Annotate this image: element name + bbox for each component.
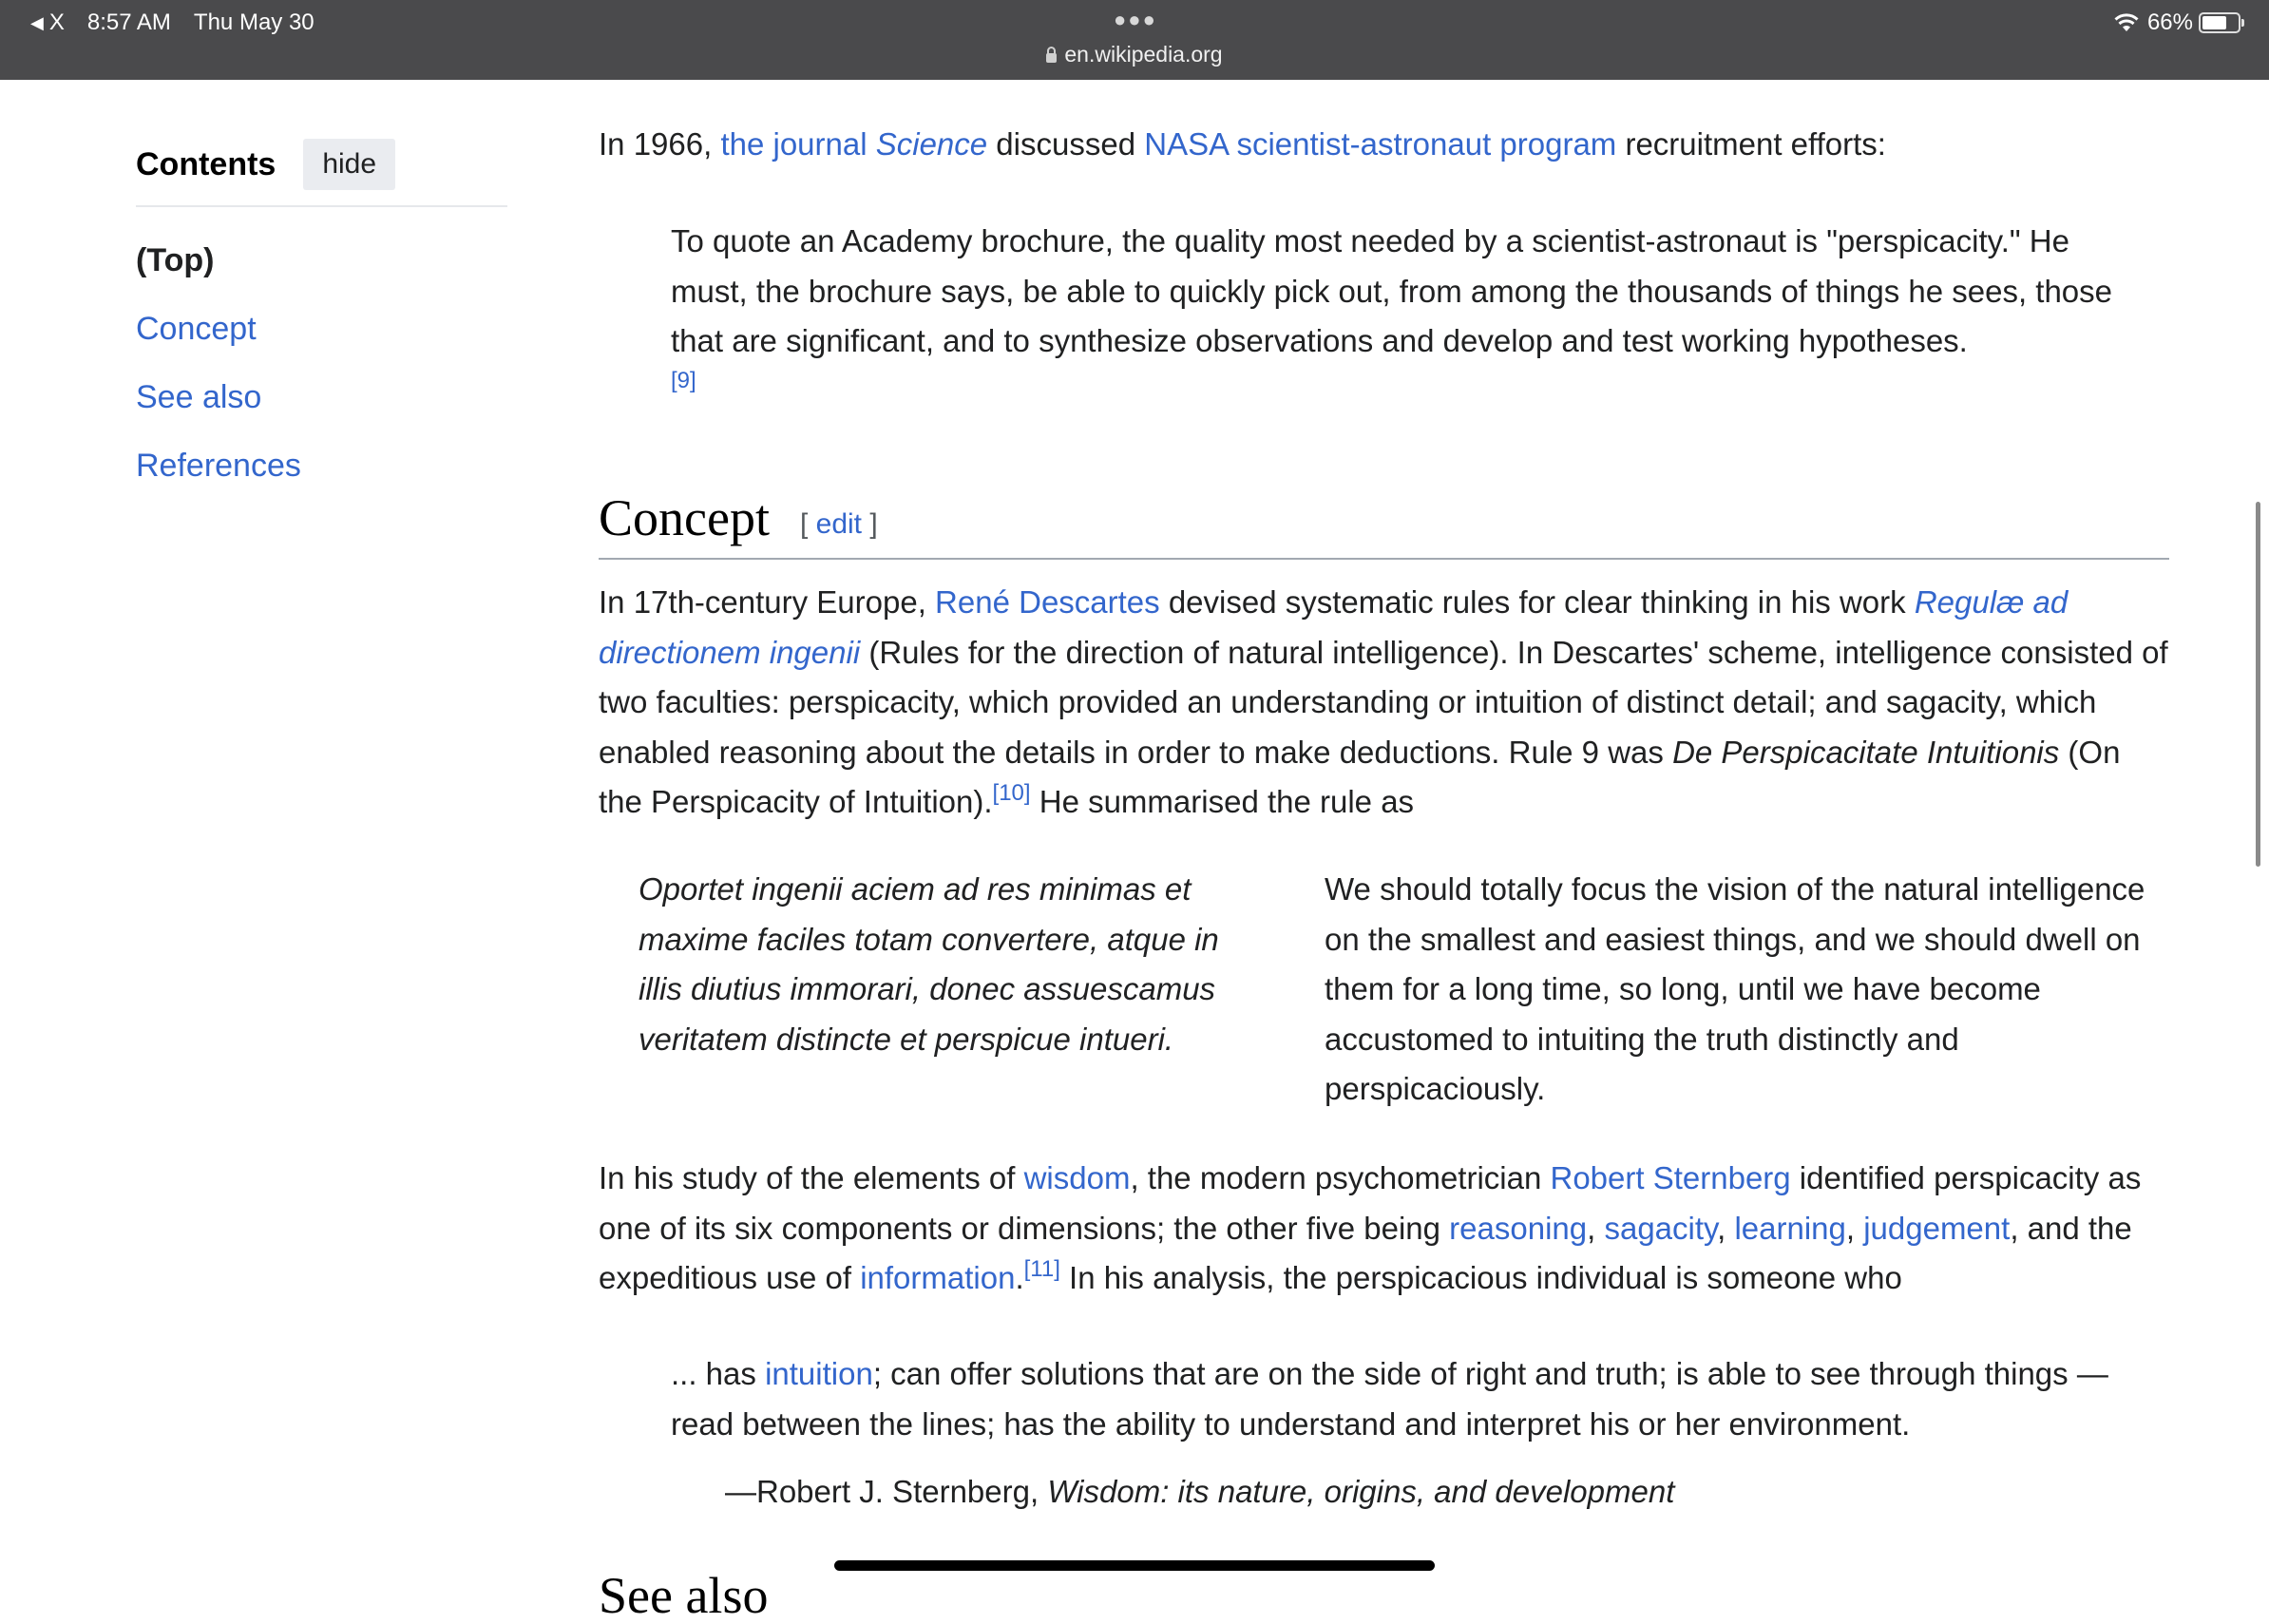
table-of-contents xyxy=(136,133,507,500)
link-judgement[interactable]: judgement xyxy=(1863,1210,2011,1246)
battery-percent: 66% xyxy=(2146,10,2193,35)
heading-title: Concept xyxy=(599,489,770,546)
blockquote-academy xyxy=(671,217,2134,395)
link-reasoning[interactable]: reasoning xyxy=(1449,1210,1588,1246)
status-bar xyxy=(0,0,2269,80)
citation-11[interactable]: [11] xyxy=(1023,1256,1060,1282)
paragraph-sternberg: In his study of the elements of wisdom, the modern psychometrician Robert Sternberg identified perspicacity as one of its six components or dimensions; the other five being reasoning, sagacity, learning, judgement, and the expeditious use of information.[11] In his analysis, the perspicacious individual is someone who xyxy=(599,1160,2142,1295)
multitasking-dots-icon[interactable]: ●●● xyxy=(1114,8,1157,31)
battery-icon xyxy=(2199,12,2240,33)
quote-attribution: —Robert J. Sternberg, Wisdom: its nature, origins, and development xyxy=(725,1474,1675,1509)
status-left xyxy=(30,10,315,36)
link-wisdom[interactable]: wisdom xyxy=(1023,1160,1131,1195)
citation-9[interactable]: [9] xyxy=(671,367,696,393)
url-text: en.wikipedia.org xyxy=(1064,42,1223,67)
edit-link[interactable]: edit xyxy=(815,508,863,540)
link-learning[interactable]: learning xyxy=(1734,1210,1846,1246)
latin-quote: Oportet ingenii aciem ad res minimas et maxime faciles totam convertere, atque in illis diutius immorari, donec assuescamus veritatem distincte et perspicue intueri. xyxy=(639,871,1219,1057)
citation-10[interactable]: [10] xyxy=(992,780,1031,806)
link-robert-sternberg[interactable]: Robert Sternberg xyxy=(1550,1160,1791,1195)
wifi-icon xyxy=(2113,12,2140,33)
home-indicator[interactable] xyxy=(834,1560,1435,1571)
clock-date: Thu May 30 xyxy=(193,10,315,35)
toc-header xyxy=(136,133,507,207)
toc-title: Contents xyxy=(136,145,276,182)
toc-hide-button[interactable]: hide xyxy=(303,139,395,190)
toc-item-top[interactable]: (Top) xyxy=(136,242,215,278)
quote-text: To quote an Academy brochure, the quality most needed by a scientist-astronaut is "perspicacity." He must, the brochure says, be able to quickly pick out, from among the thousands of things he sees, those that are significant, and to synthesize observations and develop and test working hypotheses. xyxy=(671,223,2113,358)
paragraph-1966: In 1966, the journal Science discussed NASA scientist-astronaut program recruitment efforts: xyxy=(599,126,1886,162)
status-right xyxy=(2113,10,2240,36)
address-bar[interactable] xyxy=(0,42,2269,67)
scrollbar[interactable] xyxy=(2256,502,2260,867)
blockquote-sternberg: ... has intuition; can offer solutions that are on the side of right and truth; is able to see through things —read between the lines; has the ability to understand and interpret his or her environment. xyxy=(671,1356,2108,1442)
link-journal-science[interactable]: the journal Science xyxy=(720,126,988,162)
lock-icon xyxy=(1046,53,1057,63)
cited-work-title: Wisdom: its nature, origins, and development xyxy=(1047,1474,1675,1509)
link-nasa-program[interactable]: NASA scientist-astronaut program xyxy=(1144,126,1617,162)
section-heading-see-also-partial: See also xyxy=(599,1567,769,1624)
link-intuition[interactable]: intuition xyxy=(765,1356,873,1391)
english-translation: We should totally focus the vision of the natural intelligence on the smallest and easiest things, and we should dwell on them for a long time, so long, until we have become accustomed to intuiting the truth distinctly and perspicaciously. xyxy=(1325,871,2145,1106)
link-information[interactable]: information xyxy=(860,1260,1016,1295)
toc-item-concept[interactable]: Concept xyxy=(136,311,257,347)
link-rene-descartes[interactable]: René Descartes xyxy=(935,584,1160,620)
toc-item-references[interactable]: References xyxy=(136,448,301,484)
toc-item-see-also[interactable]: See also xyxy=(136,379,262,415)
link-regulae[interactable]: Regulæ ad directionem ingenii xyxy=(599,584,2069,670)
back-arrow-icon[interactable]: ◀ xyxy=(30,12,44,32)
paragraph-descartes: In 17th-century Europe, René Descartes devised systematic rules for clear thinking in his work Regulæ ad directionem ingenii (Rules for the direction of natural intelligence). In Descartes' scheme, intelligence consisted of two faculties: perspicacity, which provided an understanding or intuition of distinct detail; and sagacity, which enabled reasoning about the details in order to make deductions. Rule 9 was De Perspicacitate Intuitionis (On the Perspicacity of Intuition).[10] He summarised the rule as xyxy=(599,584,2168,819)
link-sagacity[interactable]: sagacity xyxy=(1604,1210,1718,1246)
section-heading-concept xyxy=(599,480,2169,560)
clock-time: 8:57 AM xyxy=(86,10,171,35)
edit-section: [ edit ] xyxy=(799,508,878,540)
toc-list xyxy=(136,226,507,500)
back-to-app-label[interactable]: X xyxy=(48,10,65,35)
